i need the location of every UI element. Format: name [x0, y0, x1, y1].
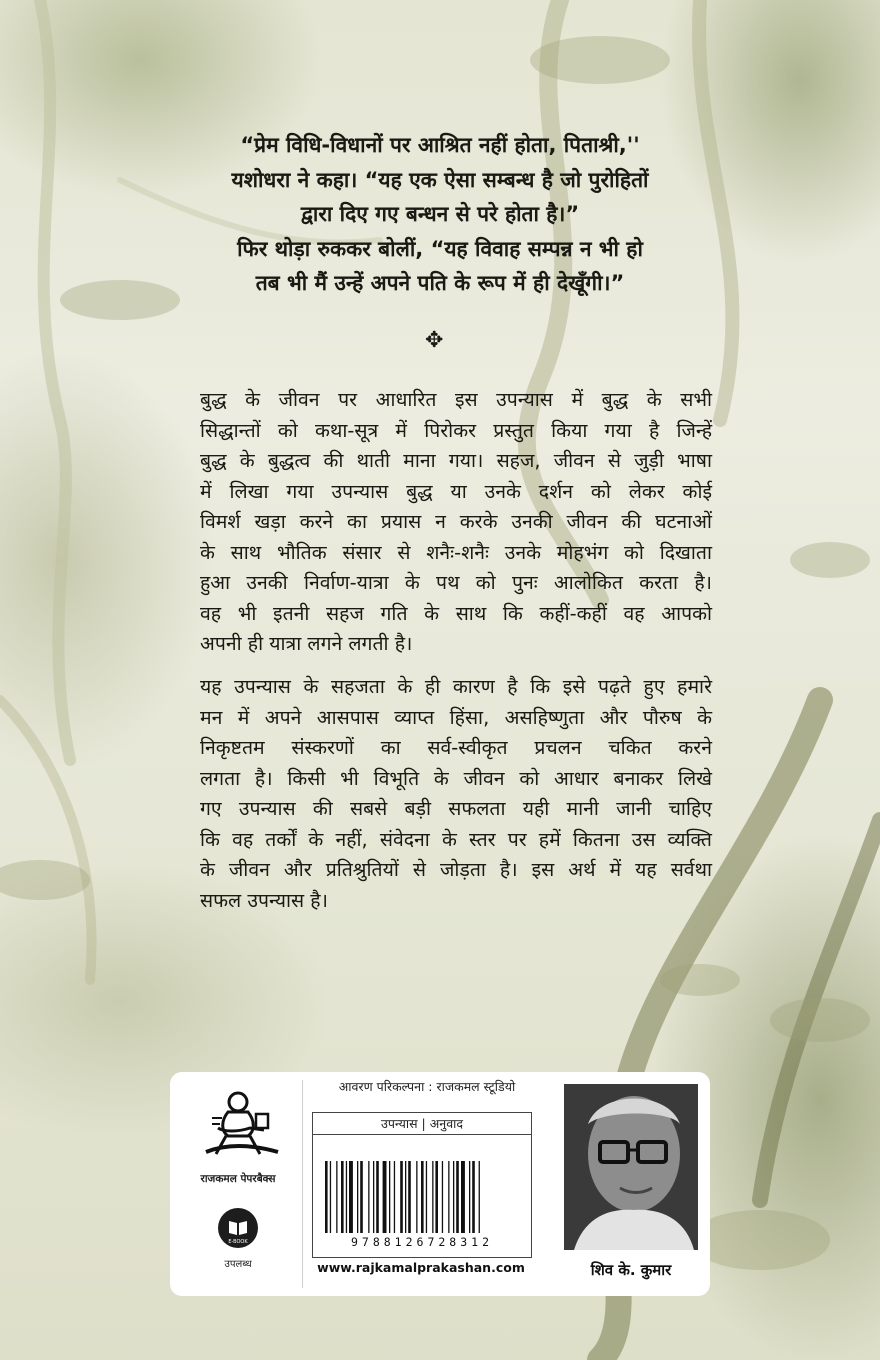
- ebook-label: उपलब्ध: [224, 1259, 252, 1270]
- blurb-line: बुद्ध के जीवन पर आधारित इस उपन्यास में बुद्ध के सभी: [200, 388, 712, 411]
- blurb-line: यह उपन्यास के सहजता के ही कारण है कि इसे पढ़ते हुए हमारे: [200, 675, 712, 698]
- barcode-bar: [408, 1161, 411, 1233]
- barcode-bar: [472, 1161, 475, 1233]
- barcode-bar: [336, 1161, 337, 1233]
- ebook-icon: [218, 1208, 258, 1248]
- isbn-number: 9788126728312: [350, 1235, 493, 1249]
- barcode-bar: [442, 1161, 443, 1233]
- blurb-line: अपनी ही यात्रा लगने लगती है।: [200, 632, 413, 655]
- barcode-bar: [405, 1161, 406, 1233]
- barcode-bar: [435, 1161, 438, 1233]
- blurb-paragraph-2: [200, 672, 712, 916]
- isbn-barcode: [312, 1134, 532, 1258]
- author-name: शिव के. कुमार: [590, 1261, 672, 1279]
- blurb-line: कि वह तर्कों के नहीं, संवेदना के स्तर पर हमें कितना उस व्यक्ति: [200, 827, 712, 851]
- quote-line: “प्रेम विधि-विधानों पर आश्रित नहीं होता, पिताश्री,'': [240, 133, 640, 157]
- barcode-bar: [376, 1161, 379, 1233]
- barcode-bar: [400, 1161, 403, 1233]
- barcode-bar: [357, 1161, 358, 1233]
- publisher-name: राजकमल पेपरबैक्स: [200, 1173, 276, 1185]
- barcode-bar: [373, 1161, 374, 1233]
- barcode-bar: [448, 1161, 449, 1233]
- quote-line: तब भी मैं उन्हें अपने पति के रूप में ही देखूँगी।”: [255, 271, 625, 295]
- blurb-line: निकृष्टतम संस्करणों का सर्व-स्वीकृत प्रचलन चकित करने: [200, 736, 712, 759]
- blurb-line: के साथ भौतिक संसार से शनैः-शनैः उनके मोहभंग को दिखाता: [200, 540, 712, 564]
- genre-label: उपन्यास | अनुवाद: [312, 1112, 532, 1135]
- barcode-bar: [479, 1161, 480, 1233]
- barcode-icon: [323, 1161, 521, 1233]
- blurb-line: लगता है। किसी भी विभूति के जीवन को आधार बनाकर लिखे: [200, 766, 712, 790]
- barcode-bar: [360, 1161, 363, 1233]
- blurb-line: गए उपन्यास की सबसे बड़ी सफलता यही मानी जानी चाहिए: [200, 797, 712, 820]
- blurb-line: के जीवन और प्रतिश्रुतियों से जोड़ता है। इस अर्थ में यह सर्वथा: [200, 858, 712, 881]
- barcode-bar: [469, 1161, 470, 1233]
- barcode-bar: [368, 1161, 369, 1233]
- blurb-line: विमर्श खड़ा करने का प्रयास न करके उनकी जीवन की घटनाओं: [200, 510, 712, 533]
- blurb-line: वह भी इतनी सहज गति के साथ कि कहीं-कहीं वह आपको: [200, 601, 712, 625]
- barcode-bar: [389, 1161, 390, 1233]
- barcode-bar: [325, 1161, 328, 1233]
- quote-line: यशोधरा ने कहा। “यह एक ऐसा सम्बन्ध है जो पुरोहितों: [231, 167, 649, 192]
- barcode-bar: [341, 1161, 344, 1233]
- blurb-line: हुआ उनकी निर्वाण-यात्रा के पथ को पुनः आलोकित करता है।: [200, 571, 712, 594]
- blurb-paragraph-1: [200, 385, 712, 660]
- barcode-bar: [456, 1161, 459, 1233]
- barcode-bar: [346, 1161, 347, 1233]
- blurb-line: सफल उपन्यास है।: [200, 888, 328, 912]
- barcode-bar: [432, 1161, 433, 1233]
- author-photo: [564, 1084, 698, 1250]
- blurb-line: में लिखा गया उपन्यास बुद्ध या उनके दर्शन को लेकर कोई: [200, 479, 712, 503]
- blurb-line: बुद्ध के बुद्धत्व की थाती माना गया। सहज, जीवन से जुड़ी भाषा: [200, 449, 712, 472]
- blurb-line: सिद्धान्तों को कथा-सूत्र में पिरोकर प्रस्तुत किया गया है जिन्हें: [200, 418, 712, 442]
- publisher-website[interactable]: www.rajkamalprakashan.com: [317, 1260, 525, 1275]
- barcode-bar: [349, 1161, 353, 1233]
- footer-divider: [302, 1080, 303, 1288]
- pull-quote: [160, 128, 720, 301]
- barcode-bar: [416, 1161, 417, 1233]
- barcode-bar: [383, 1161, 387, 1233]
- barcode-bar: [461, 1161, 465, 1233]
- barcode-bar: [394, 1161, 395, 1233]
- barcode-bar: [330, 1161, 331, 1233]
- ornament-icon: ✥: [425, 328, 444, 353]
- barcode-bar: [453, 1161, 454, 1233]
- cover-design-credit: आवरण परिकल्पना : राजकमल स्टूडियो: [338, 1079, 516, 1094]
- ebook-badge-text: E-BOOK: [228, 1239, 248, 1245]
- blurb-line: मन में अपने आसपास व्याप्त हिंसा, असहिष्णुता और पौरुष के: [200, 705, 712, 729]
- quote-line: द्वारा दिए गए बन्धन से परे होता है।”: [300, 202, 580, 226]
- quote-line: फिर थोड़ा रुककर बोलीं, “यह विवाह सम्पन्न न भी हो: [237, 236, 643, 261]
- barcode-bar: [421, 1161, 424, 1233]
- barcode-bar: [426, 1161, 427, 1233]
- publisher-logo-icon: [198, 1088, 284, 1168]
